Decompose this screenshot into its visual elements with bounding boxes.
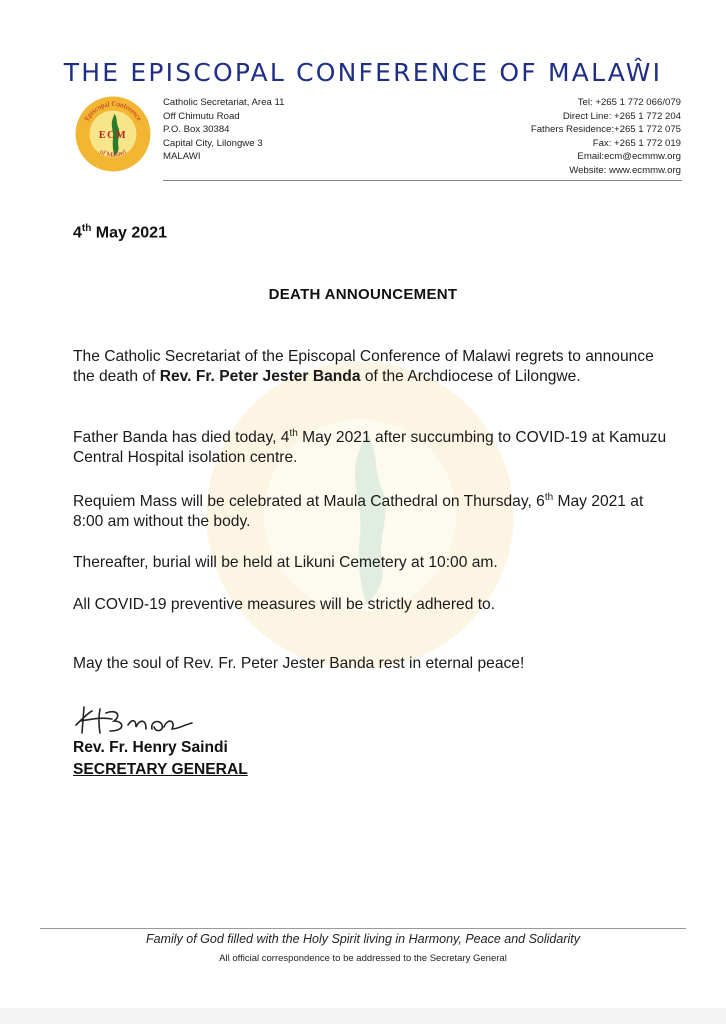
date-day: 4 bbox=[73, 224, 82, 242]
address-line: MALAWI bbox=[163, 151, 201, 162]
text-run: The Catholic Secretariat of the Episcopal Conference of Malawi regrets to announce the death of bbox=[73, 348, 654, 385]
address-line: P.O. Box 30384 bbox=[163, 124, 230, 135]
logo-center-text: ECM bbox=[98, 129, 128, 141]
contact-line: Tel: +265 1 772 066/079 bbox=[577, 97, 681, 108]
postal-address bbox=[163, 96, 284, 164]
ecm-logo bbox=[74, 95, 152, 173]
paragraph-burial: Thereafter, burial will be held at Likuni Cemetery at 10:00 am. bbox=[73, 554, 498, 571]
contact-line: Email:ecm@ecmmw.org bbox=[577, 151, 681, 162]
bottom-edge bbox=[0, 1008, 726, 1024]
paragraph-death-details bbox=[73, 428, 673, 468]
date-month-year: May 2021 bbox=[91, 224, 167, 242]
address-line: Catholic Secretariat, Area 11 bbox=[163, 97, 285, 108]
footer-correspondence-note: All official correspondence to be addressed to the Secretary General bbox=[219, 953, 507, 964]
date-suffix: th bbox=[81, 223, 92, 234]
text-run: Requiem Mass will be celebrated at Maula Cathedral on Thursday, 6 bbox=[73, 493, 545, 510]
ordinal-suffix: th bbox=[289, 427, 298, 439]
logo-ring-text-bottom: of Malawi bbox=[98, 147, 128, 159]
header-divider bbox=[163, 180, 682, 181]
text-run: May 2021 after succumbing to COVID-19 at Kamuzu Central Hospital isolation centre. bbox=[73, 429, 667, 466]
letter-date bbox=[73, 223, 167, 242]
contact-details bbox=[531, 96, 681, 177]
organization-title: THE EPISCOPAL CONFERENCE OF MALAŴI bbox=[63, 58, 663, 87]
contact-line: Direct Line: +265 1 772 204 bbox=[562, 110, 681, 122]
letter-heading: DEATH ANNOUNCEMENT bbox=[268, 286, 458, 303]
text-run: of the Archdiocese of Lilongwe. bbox=[360, 368, 581, 385]
address-line: Off Chimutu Road bbox=[163, 110, 240, 122]
footer-divider bbox=[40, 928, 686, 929]
handwritten-signature bbox=[72, 703, 212, 739]
logo-ring-text-top: Episcopal Conference bbox=[82, 99, 144, 123]
ordinal-suffix: th bbox=[544, 491, 554, 503]
signatory-title: SECRETARY GENERAL bbox=[73, 761, 248, 778]
signatory-block bbox=[73, 737, 248, 781]
signatory-name: Rev. Fr. Henry Saindi bbox=[73, 739, 228, 756]
text-run: May 2021 at 8:00 am without the body. bbox=[73, 493, 644, 530]
text-run: Father Banda has died today, 4 bbox=[73, 429, 290, 446]
deceased-name: Rev. Fr. Peter Jester Banda bbox=[159, 368, 361, 385]
contact-line: Website: www.ecmmw.org bbox=[569, 164, 681, 176]
paragraph-closing-prayer: May the soul of Rev. Fr. Peter Jester Banda rest in eternal peace! bbox=[73, 655, 525, 672]
footer-motto: Family of God filled with the Holy Spirit living in Harmony, Peace and Solidarity bbox=[146, 932, 580, 946]
contact-line: Fax: +265 1 772 019 bbox=[592, 137, 681, 149]
contact-line: Fathers Residence:+265 1 772 075 bbox=[530, 124, 681, 135]
paragraph-covid-measures: All COVID-19 preventive measures will be strictly adhered to. bbox=[73, 596, 496, 613]
paragraph-requiem-mass bbox=[73, 492, 673, 532]
paragraph-announcement bbox=[73, 347, 673, 387]
address-line: Capital City, Lilongwe 3 bbox=[163, 137, 263, 149]
